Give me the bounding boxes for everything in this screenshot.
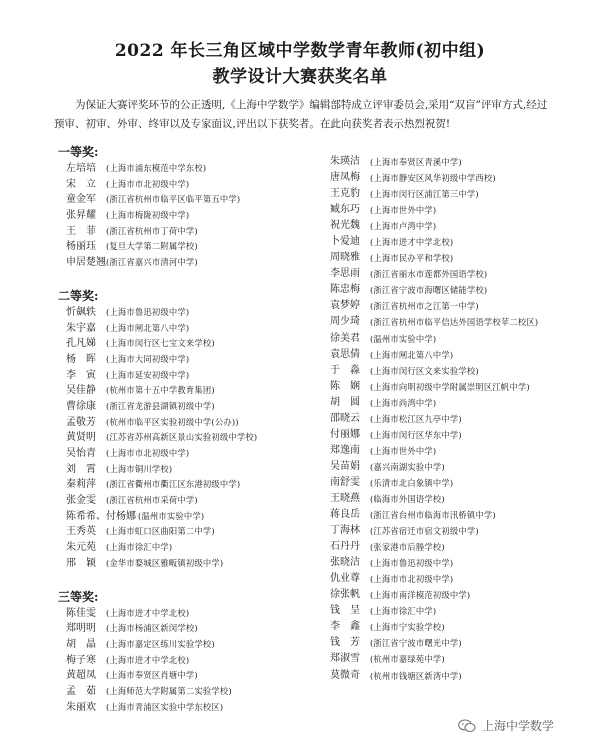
winner-name: 卜爱迪 (330, 236, 360, 248)
winner-affiliation: (浙江省杭州市临平信达外国语学校苹二校区) (370, 317, 539, 328)
winner-affiliation: (上海市青浦区实验中学东校区) (106, 701, 224, 712)
winner-row (330, 202, 570, 218)
winner-row (330, 555, 570, 571)
winner-affiliation: (上海市卢湾中学) (370, 221, 437, 232)
winner-name: 陈 娴 (330, 380, 360, 392)
winner-row (66, 668, 316, 684)
winner-name: 吴苗娟 (330, 460, 360, 472)
winner-row (330, 218, 570, 234)
winner-name: 曹徐康 (66, 400, 96, 412)
third-prize-heading: 三等奖: (58, 589, 99, 604)
winner-affiliation: (杭州市嘉绿苑中学) (370, 654, 445, 665)
winner-affiliation: (上海市铜川学校) (106, 463, 173, 474)
winner-row (66, 177, 316, 193)
winner-affiliation: (上海市闸北第八中学) (106, 322, 190, 333)
winner-row (330, 298, 570, 314)
winner-row (330, 266, 570, 282)
winner-row (66, 653, 316, 669)
winner-row (66, 606, 316, 622)
winner-row (66, 161, 316, 177)
winner-name: 周晓雅 (330, 252, 360, 264)
winner-row (66, 321, 316, 337)
winner-name: 梅子寒 (66, 654, 96, 666)
winner-row (330, 427, 570, 443)
winner-affiliation: (浙江省宁波市曙光中学) (370, 638, 462, 649)
winner-row (330, 619, 570, 635)
winner-name: 杨丽珏 (66, 241, 96, 253)
winner-name: 孟 茹 (66, 685, 96, 697)
winner-row (66, 462, 316, 478)
winner-row (330, 379, 570, 395)
watermark-text: 上海中学数学 (482, 719, 555, 733)
winner-affiliation: (浙江省宁波市海曙区储能学校) (370, 285, 488, 296)
winner-name: 忻飙轶 (66, 306, 96, 318)
winner-row (330, 475, 570, 491)
winner-row (66, 224, 316, 240)
winner-row (330, 571, 570, 587)
winner-affiliation: (上海市松江区九亭中学) (370, 413, 462, 424)
winner-name: 徐张帆 (330, 589, 360, 601)
title-line-2: 教学设计大赛获奖名单 (212, 67, 388, 87)
winner-affiliation: (浙江省杭州市之江第一中学) (370, 301, 479, 312)
winner-row (330, 170, 570, 186)
winner-name: 胡 圆 (330, 396, 360, 408)
winner-name: 张昇耀 (66, 210, 96, 222)
winner-affiliation: (上海市民办平和学校) (370, 253, 454, 264)
winner-name: 周少琦 (330, 316, 360, 328)
left-column (58, 143, 316, 715)
winner-affiliation: (浙江省龙游县湖镇初级中学) (106, 400, 215, 411)
winner-affiliation: (上海市世外中学) (370, 205, 437, 216)
winner-affiliation: (金华市婺城区雅畈镇初级中学) (106, 557, 224, 568)
winner-row (330, 443, 570, 459)
winner-affiliation: (温州市实验中学) (370, 333, 437, 344)
third-prize-list-left (66, 606, 316, 716)
winner-name: 左培培 (66, 163, 96, 174)
winner-row (66, 352, 316, 368)
winner-row (330, 459, 570, 475)
winner-name: 张晓洁 (330, 557, 360, 569)
winner-affiliation: (上海市徐汇中学) (370, 606, 437, 617)
winner-name: 李 寅 (66, 369, 96, 381)
winner-affiliation: (浙江省杭州市丁荷中学) (106, 225, 198, 236)
winner-affiliation: (上海市闵行区七宝文来学校) (106, 338, 215, 349)
winner-affiliation: (上海市杨浦区新闵学校) (106, 623, 198, 634)
winner-affiliation: (上海市鲁迅初级中学) (106, 306, 190, 317)
winner-affiliation: (乐清市北白象镇中学) (370, 477, 454, 488)
winner-affiliation: (上海市嘉定区练川实验学校) (106, 638, 215, 649)
winner-name: 王 菲 (66, 225, 96, 237)
second-prize-list (66, 305, 316, 572)
winner-row (330, 186, 570, 202)
winner-row (330, 314, 570, 330)
winner-row (330, 282, 570, 298)
winner-row (330, 523, 570, 539)
winner-row (66, 493, 316, 509)
winner-name: 石丹丹 (330, 541, 360, 553)
winner-row (66, 239, 316, 255)
winner-affiliation: (上海市大同初级中学) (106, 353, 190, 364)
first-prize-list (66, 161, 316, 271)
winner-row (330, 250, 570, 266)
winner-row (66, 415, 316, 431)
winner-name: 吴怡青 (66, 448, 96, 459)
winner-row (66, 700, 316, 716)
winner-row (66, 556, 316, 572)
winner-name: 孟敬芳 (66, 416, 96, 428)
winner-name: 邢 颖 (66, 557, 96, 569)
winner-row (66, 368, 316, 384)
winner-affiliation: (江苏省苏州高新区景山实验初级中学校) (106, 432, 258, 443)
winner-name: 朱元苑 (66, 542, 96, 554)
winner-row (330, 491, 570, 507)
winner-affiliation: (上海市浦东模范中学东校) (106, 163, 207, 173)
winner-name: 朱宇嘉 (66, 322, 96, 334)
watermark (458, 717, 554, 734)
winner-name: 童金军 (66, 194, 96, 206)
winner-name: 仇业尊 (330, 573, 360, 585)
winner-row (66, 383, 316, 399)
winner-name: 陈希希、付杨娜 (66, 510, 136, 522)
winner-affiliation: (上海市闵行区浦江第三中学) (370, 189, 479, 200)
winner-row (330, 154, 570, 170)
wechat-icon (458, 719, 476, 733)
winner-name: 陈忠梅 (330, 284, 360, 296)
winner-row (330, 651, 570, 667)
winner-row (66, 208, 316, 224)
winner-affiliation: (复旦大学第二附属学校) (106, 241, 198, 252)
winner-name: 莫微奇 (330, 669, 360, 681)
winner-affiliation: (上海市进才中学北校) (106, 654, 190, 665)
winner-affiliation: (浙江省台州市临海市汛桥镇中学) (370, 510, 496, 521)
third-prize-list-right (330, 154, 570, 684)
winner-row (66, 255, 316, 271)
winner-row (330, 347, 570, 363)
winner-name: 唐凤梅 (330, 172, 360, 184)
title-line-1: 2022 年长三角区域中学数学青年教师(初中组) (114, 41, 486, 61)
winner-affiliation: (温州市实验中学) (138, 510, 205, 521)
winner-name: 蒋良岳 (330, 509, 360, 521)
winner-affiliation: (上海市市北初级中学) (370, 574, 454, 585)
winner-affiliation: (浙江省衢州市衢江区东港初级中学) (106, 479, 241, 490)
winner-row (330, 331, 570, 347)
second-prize-heading: 二等奖: (58, 288, 99, 303)
winner-affiliation: (上海市奉贤区肖塘中学) (106, 670, 198, 681)
winner-name: 邵晓云 (330, 412, 360, 424)
winner-affiliation: (上海师范大学附属第二实验学校) (106, 685, 232, 696)
winner-affiliation: (上海市延安初级中学) (106, 369, 190, 380)
first-prize-heading: 一等奖: (58, 145, 99, 159)
winner-row (66, 305, 316, 321)
winner-row (330, 635, 570, 651)
winner-row (66, 336, 316, 352)
winner-name: 钱 呈 (330, 605, 360, 617)
winner-affiliation: (杭州市临平区实验初级中学(公办)) (106, 416, 239, 427)
winner-row (330, 363, 570, 379)
winner-name: 胡 晶 (66, 638, 96, 650)
winner-affiliation: (上海市尚湾中学) (370, 397, 437, 408)
intro-paragraph: 为保证大赛评奖环节的公正透明,《上海中学数学》编辑部特成立评审委员会,采用“双盲”评审方式,经过预审、初审、外审、终审以及专家面议,评出以下获奖者。在此向获奖者表示热烈祝贺! (54, 99, 548, 130)
winner-name: 祝光魏 (330, 220, 360, 232)
winner-row (330, 411, 570, 427)
winner-affiliation: (上海市梅陇初级中学) (106, 210, 190, 221)
winner-name: 申居楚翘 (66, 257, 106, 269)
winner-affiliation: (上海市市北初级中学) (106, 178, 190, 189)
winner-name: 臧东巧 (330, 204, 360, 216)
winner-row (66, 684, 316, 700)
winner-name: 袁思倩 (330, 348, 360, 360)
winner-affiliation: (上海市世外中学) (370, 445, 437, 456)
winner-row (66, 509, 316, 525)
winner-name: 刘 霄 (66, 463, 96, 475)
winner-row (330, 507, 570, 523)
winner-affiliation: (杭州市钱塘区新湾中学) (370, 670, 462, 681)
winner-row (66, 430, 316, 446)
winner-name: 郑明明 (66, 623, 96, 635)
winner-row (330, 234, 570, 250)
winner-name: 南舒雯 (330, 476, 360, 488)
winner-name: 张金雯 (66, 495, 96, 507)
winner-row (330, 587, 570, 603)
winner-name: 王晓燕 (330, 492, 360, 504)
winner-affiliation: (浙江省嘉兴市清河中学) (106, 257, 198, 268)
winner-row (66, 446, 316, 462)
winner-affiliation: (上海市进才中学北校) (370, 237, 454, 248)
winner-name: 付丽娜 (330, 428, 360, 440)
winner-name: 朱瑛洁 (330, 156, 360, 167)
winner-name: 杨 晖 (66, 353, 96, 365)
winner-affiliation: (浙江省丽水市莲都外国语学校) (370, 269, 488, 280)
winner-name: 钱 芳 (330, 637, 360, 649)
winner-affiliation: (上海市向明初级中学附属崇明区江帆中学) (370, 381, 530, 392)
winner-affiliation: (浙江省杭州市临平区临平第五中学) (106, 194, 241, 205)
winner-row (330, 668, 570, 684)
winner-name: 朱丽欢 (66, 701, 96, 713)
winner-affiliation: (上海市南洋模范初级中学) (370, 590, 471, 601)
winner-affiliation: (上海市闵行区文来实验学校) (370, 365, 479, 376)
winner-affiliation: (上海市鲁迅初级中学) (370, 558, 454, 569)
winner-name: 郑淑雪 (330, 653, 360, 665)
winner-row (66, 637, 316, 653)
winner-affiliation: (上海市闵行区华东中学) (370, 429, 462, 440)
winner-name: 李思雨 (330, 268, 360, 280)
winner-affiliation: (上海市静安区风华初级中学西校) (370, 173, 496, 184)
winner-name: 李 鑫 (330, 621, 360, 633)
winner-affiliation: (上海市虹口区曲阳第二中学) (106, 526, 215, 537)
winner-affiliation: (上海市宁实验学校) (370, 622, 445, 633)
winner-name: 丁海林 (330, 525, 360, 537)
winner-row (330, 603, 570, 619)
winner-name: 陈佳雯 (66, 607, 96, 619)
winner-name: 王克豹 (330, 188, 360, 200)
winner-affiliation: (浙江省杭州市采荷中学) (106, 495, 198, 506)
winner-name: 秦莉萍 (66, 479, 96, 491)
winner-row (66, 621, 316, 637)
winner-row (66, 477, 316, 493)
winner-row (66, 192, 316, 208)
winner-name: 徐美君 (330, 332, 360, 344)
winner-row (66, 540, 316, 556)
winner-name: 孔凡娣 (66, 338, 96, 350)
winner-name: 于 淼 (330, 364, 360, 376)
winner-name: 郑逸南 (330, 444, 360, 456)
winner-affiliation: (嘉兴南湖实验中学) (370, 461, 445, 472)
winner-row (330, 395, 570, 411)
winner-name: 袁梦婷 (330, 300, 360, 312)
winner-name: 王秀英 (66, 526, 96, 538)
winner-affiliation: (上海市进才中学北校) (106, 607, 190, 618)
winner-name: 黄超凤 (66, 670, 96, 682)
winner-row (66, 399, 316, 415)
winner-affiliation: (上海市奉贤区青溪中学) (370, 157, 462, 167)
winner-name: 黄贤明 (66, 432, 96, 444)
winner-row (330, 539, 570, 555)
winner-affiliation: (上海市徐汇中学) (106, 542, 173, 553)
winner-name: 吴佳静 (66, 385, 96, 397)
winner-affiliation: (上海市闸北第八中学) (370, 349, 454, 360)
winner-row (66, 524, 316, 540)
winner-affiliation: (临海市外国语学校) (370, 493, 445, 504)
winner-affiliation: (杭州市第十五中学教育集团) (106, 385, 215, 396)
winner-affiliation: (张家港市后塍学校) (370, 542, 445, 553)
winner-affiliation: (江苏省宿迁市宿文初级中学) (370, 526, 479, 537)
winner-name: 宋 立 (66, 178, 96, 190)
winner-affiliation: (上海市市北初级中学) (106, 448, 190, 458)
